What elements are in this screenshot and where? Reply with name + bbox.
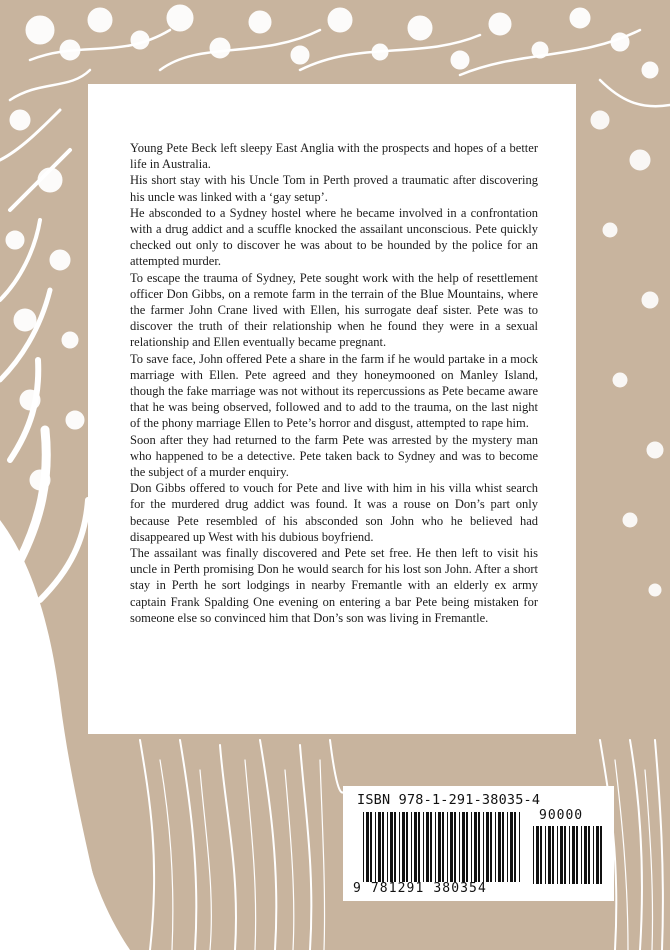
blurb-paragraph: To escape the trauma of Sydney, Pete sought work with the help of resettlement officer Don Gibbs, on a remote farm in the terrain of the Blue Mountains, where the farmer John Crane lived with Ellen, his surrogate deaf sister. Pete was to discover the truth of their relationship when he found they were in a sexual relationship and Ellen eventually became pregnant. [130, 270, 538, 350]
ean-barcode-bars [363, 812, 523, 882]
barcode-bar [483, 812, 484, 882]
barcode-bar [474, 812, 477, 882]
barcode-bar [552, 826, 554, 884]
barcode-bar [454, 812, 456, 882]
barcode-bar [466, 812, 468, 882]
barcode-bar [533, 826, 534, 884]
blurb-text [130, 140, 538, 626]
barcode-bar [540, 826, 542, 884]
barcode-bar [450, 812, 453, 882]
barcode-bar [498, 812, 501, 882]
barcode-bar [486, 812, 489, 882]
barcode-bar [426, 812, 429, 882]
barcode-bar [581, 826, 582, 884]
isbn-barcode [343, 786, 614, 901]
barcode-bar [572, 826, 575, 884]
barcode-bar [435, 812, 436, 882]
blurb-paragraph: The assailant was finally discovered and Pete set free. He then left to visit his uncle in Perth promising Don he would search for his lost son John. After a short stay in Perth he sort lodgings in nearby Fremantle with an elderly ex army captain Frank Spalding One evening on entering a bar Pete being mistaken for someone else so convinced him that Don’s son was living in Fremantle. [130, 546, 538, 625]
blurb-paragraph: He absconded to a Sydney hostel where he became involved in a confrontation with a drug addict and a scuffle knocked the assailant unconscious. Pete quickly checked out only to discover he was about to be hounded by the police for an attempted murder. [130, 205, 538, 269]
blurb-paragraph: Young Pete Beck left sleepy East Anglia with the prospects and hopes of a better life in Australia. [130, 141, 538, 172]
barcode-bar [375, 812, 376, 882]
barcode-bar [576, 826, 578, 884]
barcode-bar [510, 812, 513, 882]
barcode-bar [495, 812, 496, 882]
barcode-bar [557, 826, 558, 884]
barcode-bar [600, 826, 602, 884]
barcode-bar [490, 812, 492, 882]
barcode-bar [545, 826, 546, 884]
barcode-bar [382, 812, 384, 882]
barcode-bar [519, 812, 520, 882]
barcode-bar [438, 812, 441, 882]
barcode-bar [387, 812, 388, 882]
barcode-bar [418, 812, 420, 882]
isbn-label: ISBN 978-1-291-38035-4 [357, 792, 541, 808]
barcode-bar [414, 812, 417, 882]
barcode-bar [514, 812, 516, 882]
barcode-bar [507, 812, 508, 882]
price-code: 90000 [539, 808, 584, 823]
barcode-bar [366, 812, 369, 882]
barcode-bar [363, 812, 364, 882]
blurb-paragraph: His short stay with his Uncle Tom in Perth proved a traumatic after discovering his uncle was linked with a ‘gay setup’. [130, 173, 538, 204]
barcode-bar [399, 812, 400, 882]
barcode-bar [478, 812, 480, 882]
back-cover-blurb-panel [88, 84, 576, 734]
addon-barcode-bars [533, 826, 605, 884]
barcode-bar [502, 812, 504, 882]
barcode-bar [402, 812, 405, 882]
barcode-bar [394, 812, 396, 882]
barcode-bar [560, 826, 563, 884]
barcode-bar [564, 826, 566, 884]
barcode-bar [569, 826, 570, 884]
barcode-bar [411, 812, 412, 882]
barcode-bar [430, 812, 432, 882]
barcode-bar [370, 812, 372, 882]
barcode-bar [536, 826, 539, 884]
barcode-bar [406, 812, 408, 882]
blurb-paragraph: Don Gibbs offered to vouch for Pete and live with him in his villa whist search for the murdered drug addict was found. It was a rouse on Don’s part only because Pete resembled of his absconded son John who he believed had disappeared up West with his dubious boyfriend. [130, 481, 538, 544]
barcode-bar [593, 826, 594, 884]
blurb-paragraph: To save face, John offered Pete a share in the farm if he would partake in a mock marriage with Ellen. Pete agreed and they honeymooned on Manley Island, though the fake marriage was not without its repercussions as Pete became aware that he was being observed, followed and to add to the trauma, on the last night of the phony marriage Ellen to Pete’s horror and disgust, attempted to rape him. [130, 351, 538, 431]
barcode-bar [423, 812, 424, 882]
barcode-bar [390, 812, 393, 882]
barcode-bar [588, 826, 590, 884]
ean-digits: 9 781291 380354 [353, 881, 487, 896]
barcode-bar [596, 826, 599, 884]
barcode-bar [548, 826, 551, 884]
barcode-bar [462, 812, 465, 882]
barcode-bar [584, 826, 587, 884]
barcode-bar [471, 812, 472, 882]
barcode-bar [378, 812, 381, 882]
barcode-bar [447, 812, 448, 882]
barcode-bar [442, 812, 444, 882]
blurb-paragraph: Soon after they had returned to the farm Pete was arrested by the mystery man who happened to be a detective. Pete taken back to Sydney and was to become the subject of a murder enquiry. [130, 432, 538, 480]
barcode-bar [459, 812, 460, 882]
